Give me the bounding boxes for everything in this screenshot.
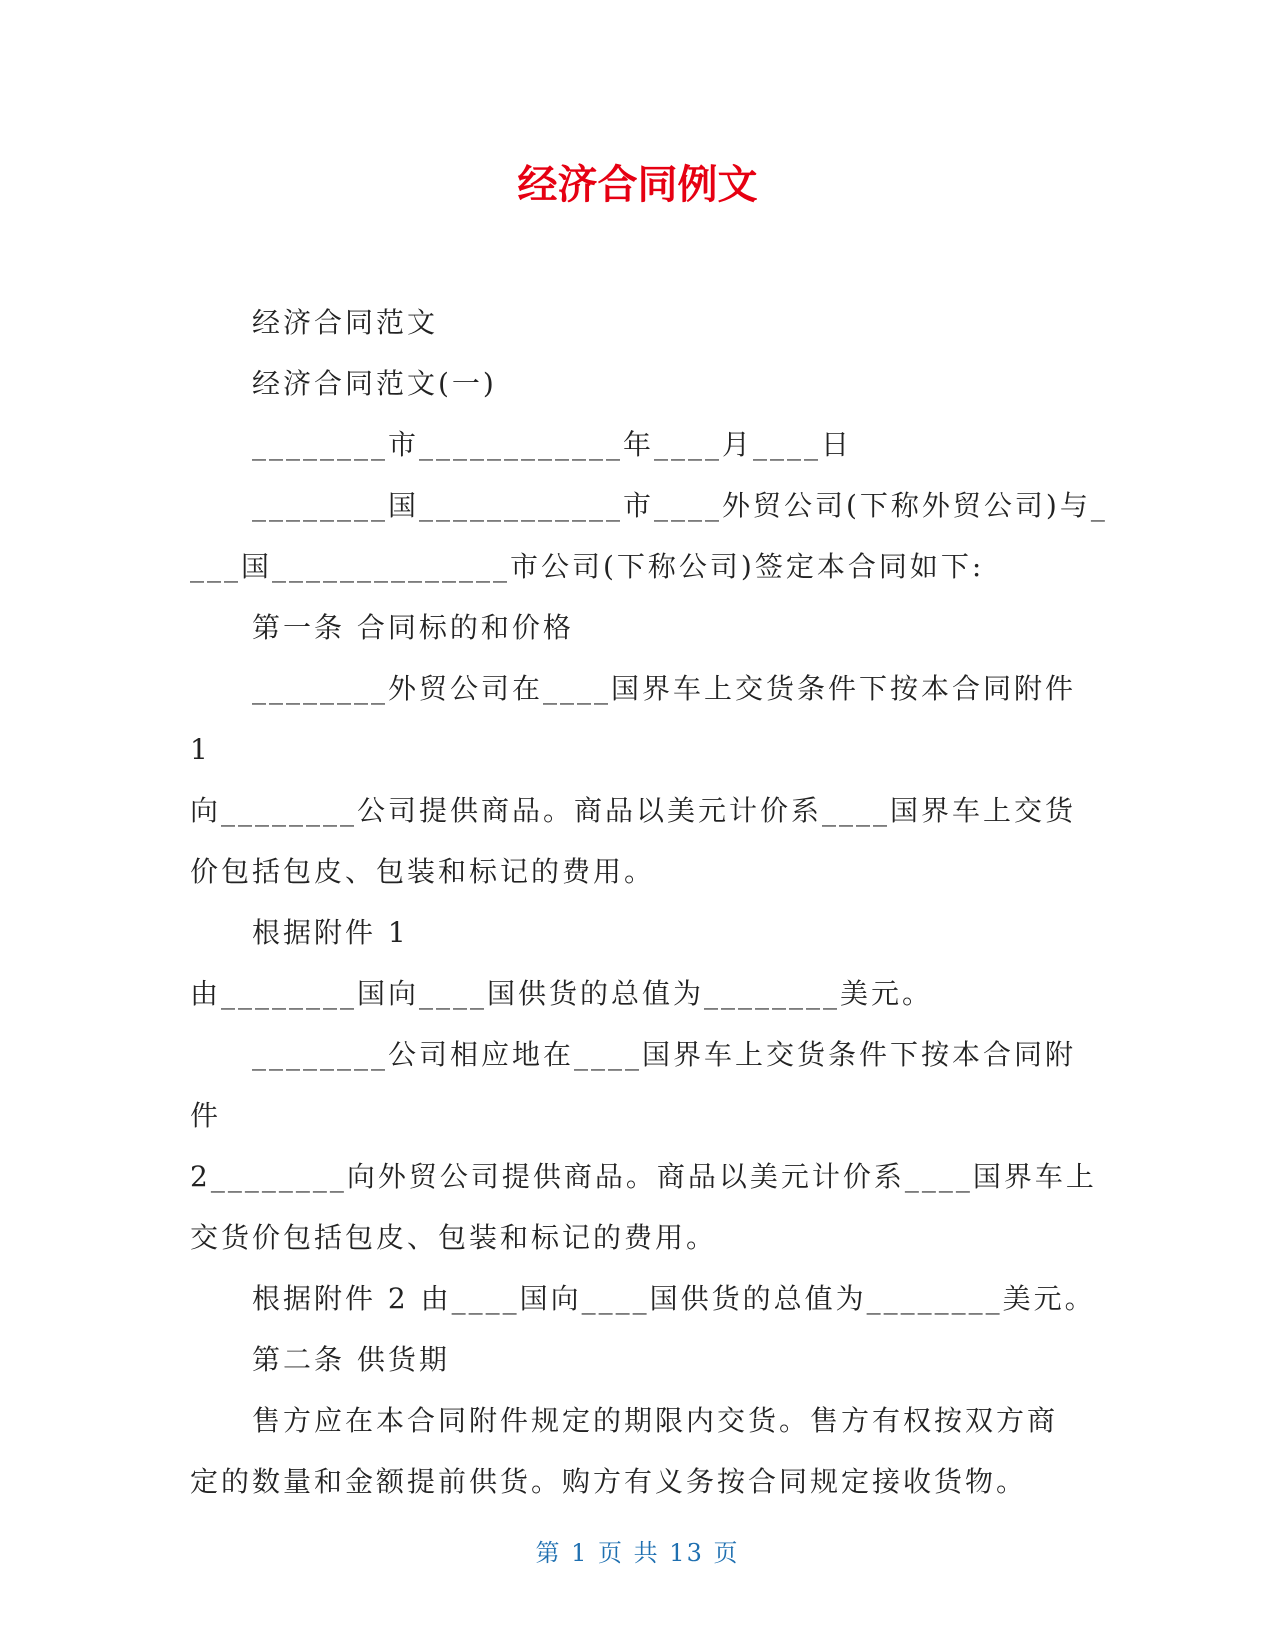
body-line: 售方应在本合同附件规定的期限内交货。售方有权按双方商 xyxy=(252,1404,1059,1437)
document-title: 经济合同例文 xyxy=(517,162,758,208)
body-line: 由________国向____国供货的总值为________美元。 xyxy=(190,977,934,1010)
body-line: 向________公司提供商品。商品以美元计价系____国界车上交货 xyxy=(190,794,1077,827)
body-line: 2________向外贸公司提供商品。商品以美元计价系____国界车上 xyxy=(190,1160,1097,1193)
body-line: 价包括包皮、包装和标记的费用。 xyxy=(190,855,656,888)
body-line: 交货价包括包皮、包装和标记的费用。 xyxy=(190,1221,718,1254)
body-line: ___国______________市公司(下称公司)签定本合同如下: xyxy=(190,550,985,583)
body-line: 根据附件 2 由____国向____国供货的总值为________美元。 xyxy=(252,1282,1096,1315)
body-line: 定的数量和金额提前供货。购方有义务按合同规定接收货物。 xyxy=(190,1465,1028,1498)
body-line: ________公司相应地在____国界车上交货条件下按本合同附 xyxy=(252,1038,1077,1071)
body-line: 根据附件 1 xyxy=(252,916,409,949)
page-number-footer: 第 1 页 共 13 页 xyxy=(535,1539,740,1567)
section-heading: 第二条 供货期 xyxy=(252,1343,450,1376)
body-line: ________市____________年____月____日 xyxy=(252,428,853,461)
body-line: ________国____________市____外贸公司(下称外贸公司)与_ xyxy=(252,489,1108,522)
body-line: 经济合同范文 xyxy=(252,306,439,339)
body-line: 1 xyxy=(190,733,211,766)
section-heading: 第一条 合同标的和价格 xyxy=(252,611,574,644)
body-line: ________外贸公司在____国界车上交货条件下按本合同附件 xyxy=(252,672,1077,705)
body-line: 件 xyxy=(190,1099,222,1132)
body-line: 经济合同范文(一) xyxy=(252,367,497,400)
document-body xyxy=(190,292,1108,1512)
